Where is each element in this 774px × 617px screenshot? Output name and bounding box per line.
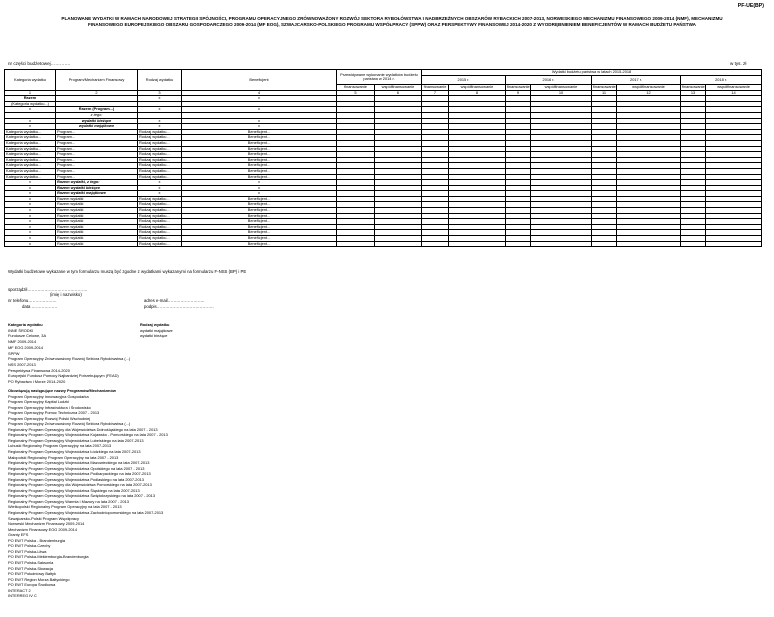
table-cell: Razem wydatki (56, 208, 138, 214)
list-item: INTERACT 2 (8, 587, 31, 593)
header-finansowanie: finansowanie (682, 84, 705, 89)
legend-item: Fundusze Celowe, 3A (8, 333, 47, 339)
value-cell[interactable] (617, 241, 681, 247)
value-cell[interactable] (375, 241, 422, 247)
table-cell: Razem (Program...) (56, 107, 138, 113)
budget-table (4, 69, 762, 247)
table-cell: Beneficjent... (182, 157, 337, 163)
table-cell: x (5, 219, 56, 225)
value-cell[interactable] (681, 241, 706, 247)
prepared-by-caption: (imię i nazwisko) (50, 292, 82, 297)
value-cell[interactable] (449, 241, 506, 247)
list-item: PO EWT Polska - Brandenburgia (8, 537, 66, 543)
table-cell: Rodzaj wydatku... (138, 146, 182, 152)
table-cell: Rodzaj wydatku... (138, 129, 182, 135)
value-cell[interactable] (592, 241, 617, 247)
table-row (5, 241, 762, 247)
table-cell: Beneficjent... (182, 224, 337, 230)
column-number: 3 (138, 90, 182, 96)
table-cell: Rodzaj wydatku... (138, 152, 182, 158)
header-year-2018: 2018 r. (681, 76, 762, 85)
table-cell: Razem wydatki (56, 202, 138, 208)
table-cell: x (5, 191, 56, 197)
list-item: Regionalny Program Operacyjny Województwa Podlaskiego na lata 2007-2013 (8, 476, 144, 482)
list-item: Regionalny Program Operacyjny Województwa Opolskiego na lata 2007 - 2013 (8, 465, 145, 471)
table-cell: Beneficjent... (182, 236, 337, 242)
table-cell: Razem wydatki (56, 241, 138, 247)
table-cell: x (5, 241, 56, 247)
list-item: Program Operacyjny Pomoc Techniczna 2007 - 2013 (8, 410, 100, 416)
table-cell: Rodzaj wydatku... (138, 196, 182, 202)
list-item: PO EWT Polska-Czechy (8, 543, 51, 549)
value-cell[interactable] (706, 241, 762, 247)
table-cell: Kategoria wydatku... (5, 146, 56, 152)
table-cell: x (5, 118, 56, 124)
list-item: Lubuski Regionalny Program Operacyjny na lata 2007-2013 (8, 443, 112, 449)
table-cell: x (138, 96, 182, 102)
table-cell: x (5, 230, 56, 236)
list-item: PO EWT Region Morza Bałtyckiego (8, 576, 70, 582)
list-item: Małopolski Regionalny Program Operacyjny na lata 2007 - 2013 (8, 454, 119, 460)
list-item: Granty EFS (8, 532, 29, 538)
table-cell: Rodzaj wydatku... (138, 174, 182, 180)
document-code: PF-UE(BP) (737, 3, 764, 9)
table-cell: z tego: (56, 112, 138, 118)
table-cell: Program... (56, 168, 138, 174)
header-finansowanie: finansowanie (507, 84, 530, 89)
table-cell: Rodzaj wydatku... (138, 208, 182, 214)
table-cell: Beneficjent... (182, 241, 337, 247)
legend-item: SPPW (8, 350, 20, 356)
program-list-title: Obowiązują następujące nazwy Programów/Mechanizmów (8, 388, 116, 393)
column-number: 13 (681, 90, 706, 96)
table-cell: x (182, 180, 337, 186)
list-item: PO EWT Polska-Słowacja (8, 565, 53, 571)
title-line-2: FINANSOWEGO EUROPEJSKIEGO OBSZARU GOSPODARCZEGO 2009-2014 (MF EOG), SZWAJCARSKO-POLSKIEGO PROGRAMU WSPÓŁPRACY (SPPW) ORAZ PERSPEKTYWY FINANSOWEJ 2014-2020 Z WYODRĘBNIENIEM BENEFICJENTÓW W RAMACH BUDŻETU PAŃSTWA (88, 22, 696, 28)
table-cell: Rodzaj wydatku... (138, 236, 182, 242)
table-cell: Beneficjent... (182, 135, 337, 141)
list-item: Program Operacyjny Rozwój Polski Wschodniej (8, 415, 91, 421)
legend-item: Perspektywa Finansowa 2014-2020 (8, 367, 70, 373)
table-cell: Razem wydatki majątkowe (56, 191, 138, 197)
table-cell: Rodzaj wydatku... (138, 213, 182, 219)
list-item: Regionalny Program Operacyjny Województwa Zachodniopomorskiego na lata 2007-2013 (8, 510, 164, 516)
header-2014: Przewidywane wykonanie wydatków budżetu państwa w 2014 r. (337, 70, 422, 85)
list-item: Regionalny Program Operacyjny Województwa Podkarpackiego na lata 2007-2013 (8, 471, 151, 477)
table-cell: Kategoria wydatku... (5, 174, 56, 180)
table-cell: Beneficjent... (182, 219, 337, 225)
header-wydatki: Wydatki budżetu państwa w latach 2015-2018 (422, 70, 762, 76)
table-cell: x (138, 107, 182, 113)
table-cell: Rodzaj wydatku... (138, 224, 182, 230)
budget-part-field[interactable]: nr części budżetowej…………. (8, 61, 71, 66)
list-item: Regionalny Program Operacyjny Województwa Łódzkiego na lata 2007-2013 (8, 449, 141, 455)
table-cell: Rodzaj wydatku... (138, 168, 182, 174)
list-item: Regionalny Program Operacyjny Województwa Mazowieckiego na lata 2007-2013 (8, 460, 150, 466)
column-number: 12 (617, 90, 681, 96)
header-kategoria: Kategoria wydatku (5, 70, 56, 91)
legend-item: Program Operacyjny Zrównoważony Rozwój Sektora Rybołówstwa (...) (8, 356, 131, 362)
table-cell: Program... (56, 146, 138, 152)
header-year-2017: 2017 r. (592, 76, 681, 85)
value-cell[interactable] (337, 241, 375, 247)
table-cell: x (138, 124, 182, 130)
column-number: 10 (531, 90, 592, 96)
value-cell[interactable] (531, 241, 592, 247)
legend-kategoria-title: Kategoria wydatku (8, 322, 43, 327)
table-cell: Razem wydatki (56, 236, 138, 242)
signature-field[interactable]: podpis…………………………………. (144, 304, 214, 309)
table-cell: Rodzaj wydatku... (138, 241, 182, 247)
column-number: 9 (506, 90, 531, 96)
list-item: Regionalny Program Operacyjny dla Województwa Dolnośląskiego na lata 2007 - 2013 (8, 426, 158, 432)
header-wspolfinansowanie: współfinansowanie (375, 85, 422, 91)
list-item: Regionalny Program Operacyjny Warmia i Mazury na lata 2007 - 2013 (8, 498, 129, 504)
table-cell: x (5, 213, 56, 219)
list-item: Program Operacyjny Zrównoważony Rozwój Sektora Rybołówstwa (...) (8, 421, 131, 427)
table-cell: x (182, 185, 337, 191)
list-item: Regionalny Program Operacyjny Województwa Świętokrzyskiego na lata 2007 - 2013 (8, 493, 155, 499)
legend-kategoria (8, 322, 130, 385)
table-cell: Rodzaj wydatku... (138, 135, 182, 141)
legend-item: NSS 2007-2013 (8, 361, 36, 367)
list-item: PO EWT Polska-Litwa (8, 548, 47, 554)
list-item: Regionalny Program Operacyjny Województwa Kujawsko - Pomorskiego na lata 2007 - 2013 (8, 432, 168, 438)
table-cell: Program... (56, 152, 138, 158)
table-cell: Razem wydatki (56, 219, 138, 225)
table-cell: Beneficjent... (182, 163, 337, 169)
table-cell: x (182, 118, 337, 124)
legend-item: PO Rybactwo i Morze 2014-2020 (8, 379, 66, 385)
header-wspolfinansowanie: współfinansowanie (617, 85, 681, 91)
list-item: Program Operacyjny Infrastruktura i Środowisko (8, 404, 91, 410)
table-cell: Program... (56, 157, 138, 163)
header-year-2016: 2016 r. (506, 76, 592, 85)
table-cell: x (5, 196, 56, 202)
table-cell: Beneficjent... (182, 140, 337, 146)
list-item: Wielkopolski Regionalny Program Operacyjny na lata 2007 - 2013 (8, 504, 122, 510)
table-cell: Program... (56, 140, 138, 146)
table-cell: Beneficjent... (182, 146, 337, 152)
list-item: Program Operacyjny Kapitał Ludzki (8, 399, 69, 405)
table-cell: Razem wydatki (56, 230, 138, 236)
column-number: 8 (449, 90, 506, 96)
table-cell: Rodzaj wydatku... (138, 219, 182, 225)
legend-item: wydatki majątkowe (140, 327, 173, 333)
table-cell: Razem wydatki (56, 196, 138, 202)
table-cell: wydatki majątkowe (56, 124, 138, 130)
email-field[interactable]: adres e-mail…………………….. (144, 298, 205, 303)
table-cell: x (5, 107, 56, 113)
table-cell: Kategoria wydatku... (5, 157, 56, 163)
column-number: 4 (182, 90, 337, 96)
table-cell: x (5, 208, 56, 214)
header-program: Program/Mechanizm Finansowy (56, 70, 138, 91)
list-item: INTERREG IV C (8, 593, 37, 599)
table-cell: Beneficjent... (182, 213, 337, 219)
table-cell: (Kategoria wydatku...) (5, 101, 56, 107)
list-item: PO EWT Europa Środkowa (8, 582, 56, 588)
list-item: Regionalny Program Operacyjny Województwa Śląskiego na lata 2007-2013 (8, 487, 140, 493)
table-cell: Kategoria wydatku... (5, 140, 56, 146)
table-cell: Beneficjent... (182, 152, 337, 158)
table-cell: Rodzaj wydatku... (138, 163, 182, 169)
table-cell: Kategoria wydatku... (5, 152, 56, 158)
table-cell: x (138, 118, 182, 124)
header-year-2015: 2015 r. (422, 76, 506, 85)
table-cell: Kategoria wydatku... (5, 163, 56, 169)
value-cell[interactable] (506, 241, 531, 247)
table-cell: Razem wydatki (56, 224, 138, 230)
table-cell: Beneficjent... (182, 174, 337, 180)
table-cell: x (5, 236, 56, 242)
legend-rodzaj (140, 322, 173, 339)
list-item: Regionalny Program Operacyjny dla Województwa Pomorskiego na lata 2007-2013 (8, 482, 152, 488)
table-cell: Program... (56, 129, 138, 135)
column-number: 2 (56, 90, 138, 96)
header-wspolfinansowanie: współfinansowanie (449, 85, 506, 91)
table-cell: Kategoria wydatku... (5, 135, 56, 141)
form-title (22, 16, 762, 29)
table-cell: Razem wydatki, z tego: (56, 180, 138, 186)
legend-item: NMF 2009-2014 (8, 339, 37, 345)
column-number: 11 (592, 90, 617, 96)
header-rodzaj: Rodzaj wydatku (138, 70, 182, 91)
table-cell: wydatki bieżące (56, 118, 138, 124)
table-cell: Razem (5, 96, 56, 102)
header-finansowanie: finansowanie (593, 84, 616, 89)
list-item: Norweski Mechanizm Finansowy 2009-2014 (8, 521, 85, 527)
legend-item: MF EOG 2009-2014 (8, 344, 44, 350)
table-cell: x (182, 191, 337, 197)
table-cell: Program... (56, 163, 138, 169)
list-item: Program Operacyjny Innowacyjna Gospodarka (8, 393, 89, 399)
table-cell: Program... (56, 174, 138, 180)
list-item: PO EWT Południowy Bałtyk (8, 571, 56, 577)
program-names-list (8, 388, 168, 599)
header-wspolfinansowanie: współfinansowanie (531, 85, 592, 91)
list-item: Szwajcarsko-Polski Program Współpracy (8, 515, 79, 521)
value-cell[interactable] (422, 241, 449, 247)
table-cell: x (138, 180, 182, 186)
column-number: 5 (337, 90, 375, 96)
table-cell: x (5, 185, 56, 191)
table-cell: Beneficjent... (182, 129, 337, 135)
table-cell: x (182, 124, 337, 130)
table-cell: Beneficjent... (182, 168, 337, 174)
table-cell: x (138, 185, 182, 191)
prepared-by-field[interactable]: sporządził…………………………………… (8, 287, 88, 292)
list-item: PO EWT Polska-Meklemburgia-Brandenburgia (8, 554, 89, 560)
table-cell: Rodzaj wydatku... (138, 140, 182, 146)
date-field[interactable]: data ……………… (22, 304, 58, 309)
header-finansowanie: finansowanie (422, 85, 449, 91)
table-cell: Kategoria wydatku... (5, 129, 56, 135)
header-beneficjent: Beneficjent (182, 70, 337, 91)
table-cell: x (5, 202, 56, 208)
table-cell: x (5, 180, 56, 186)
table-cell: Beneficjent... (182, 230, 337, 236)
table-cell: Rodzaj wydatku... (138, 230, 182, 236)
header-finansowanie: finansowanie (337, 85, 375, 91)
title-line-1: PLANOWANE WYDATKI W RAMACH NARODOWEJ STRATEGII SPÓJNOŚCI, PROGRAMU OPERACYJNEGO ZRÓWNOWAŻONY ROZWÓJ SEKTORA RYBOŁÓWSTWA I NADBRZEŻNYCH OBSZARÓW RYBACKICH 2007-2013, NORWESKIEGO MECHANIZMU FINANSOWEGO 2009-2014 (NMF), MECHANIZMU (61, 16, 723, 21)
table-cell: Beneficjent... (182, 202, 337, 208)
unit-label: w tys. zł (730, 61, 747, 66)
table-cell: Razem wydatki (56, 213, 138, 219)
column-number: 1 (5, 90, 56, 96)
legend-item: Europejski Fundusz Pomocy Najbardziej Potrzebującym (FEAD) (8, 373, 119, 379)
note-text: Wydatki budżetowe wykazane w tym formularzu muszą być zgodne z wydatkami wykazanymi na formularzu F-NSS (BP) i PE (8, 269, 247, 274)
legend-item: INNE ŚRODKI (8, 327, 34, 333)
table-cell: x (182, 107, 337, 113)
table-cell: x (5, 224, 56, 230)
table-cell: Beneficjent... (182, 208, 337, 214)
table-cell: x (182, 96, 337, 102)
legend-item: wydatki bieżące (140, 333, 168, 339)
table-cell: Beneficjent... (182, 196, 337, 202)
table-cell: Rodzaj wydatku... (138, 157, 182, 163)
header-wspolfinansowanie: współfinansowanie (706, 85, 762, 91)
column-number: 7 (422, 90, 449, 96)
table-cell: x (5, 124, 56, 130)
column-number: 6 (375, 90, 422, 96)
list-item: Regionalny Program Operacyjny Województwa Lubelskiego na lata 2007-2013 (8, 437, 144, 443)
list-item: PO EWT Polska-Saksonia (8, 559, 54, 565)
list-item: Mechanizm Finansowy EOG 2009-2014 (8, 526, 77, 532)
column-number: 14 (706, 90, 762, 96)
table-cell: Razem wydatki bieżące (56, 185, 138, 191)
phone-field[interactable]: nr telefonu……………….. (8, 298, 57, 303)
table-cell: Rodzaj wydatku... (138, 202, 182, 208)
table-cell: Program... (56, 135, 138, 141)
legend-rodzaj-title: Rodzaj wydatku (140, 322, 170, 327)
table-cell: x (138, 191, 182, 197)
table-cell: Kategoria wydatku... (5, 168, 56, 174)
